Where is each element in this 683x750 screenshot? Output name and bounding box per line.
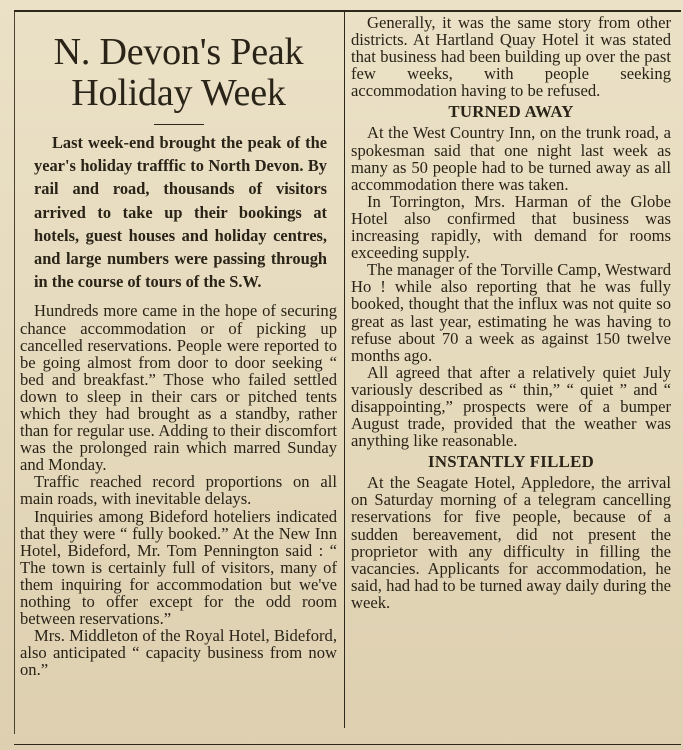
body-paragraph: At the Seagate Hotel, Appledore, the arrival on Saturday morning of a telegram cancelling reservations for five people, because of a sudden bereavement, did not present the proprietor with any difficulty in filling the vacancies. Applicants for accommodation, he said, had had to be turned away daily during the week.	[351, 473, 671, 612]
body-paragraph: Inquiries among Bideford hoteliers indicated that they were “ fully booked.” At the New Inn Hotel, Bideford, Mr. Tom Pennington said : “ The town is certainly full of visitors, many of them inquiring for accommodation but we've nothing to offer except for the odd room between reservations.”	[20, 506, 337, 629]
headline-rule	[154, 124, 204, 125]
subhead-instantly-filled: INSTANTLY FILLED	[428, 452, 594, 472]
headline	[20, 32, 337, 114]
body-paragraph: Traffic reached record proportions on all main roads, with inevitable delays.	[20, 472, 337, 509]
body-paragraph: At the West Country Inn, on the trunk road, a spokesman said that one night last week as many as 50 people had to be turned away as all accommodation there was taken.	[351, 123, 671, 194]
headline-line-1: N. Devon's Peak	[53, 31, 304, 73]
column-divider	[344, 12, 345, 728]
body-paragraph: In Torrington, Mrs. Harman of the Globe Hotel also confirmed that business was increasing rapidly, with demand for rooms exceeding supply.	[351, 191, 671, 263]
headline-line-2: Holiday Week	[71, 72, 286, 114]
left-edge-rule	[14, 12, 15, 734]
body-paragraph: All agreed that after a relatively quiet July variously described as “ thin,” “ quiet ” and “ disappointing,” prospects were of a bumper August trade, provided that the weather was anything like reasonable.	[351, 362, 671, 451]
body-paragraph: Generally, it was the same story from other districts. At Hartland Quay Hotel it was stated that business had been building up over the past few weeks, with people seeking accommodation having to be refused.	[351, 13, 671, 101]
bottom-rule	[14, 744, 681, 745]
lede-paragraph: Last week-end brought the peak of the year's holiday trafffic to North Devon. By rail and road, thousands of visitors arrived to take up their bookings at hotels, guest houses and holiday centres, and large numbers were passing through in the course of tours of the S.W.	[34, 133, 327, 292]
left-column	[20, 14, 337, 678]
subhead-turned-away: TURNED AWAY	[448, 102, 574, 122]
body-paragraph: The manager of the Torville Camp, Westward Ho ! while also reporting that he was fully booked, thought that the influx was not quite so great as last year, estimating he was having to refuse about 70 a week as against 150 twelve months ago.	[351, 260, 671, 365]
body-paragraph: Hundreds more came in the hope of securing chance accommodation or of picking up cancelled reservations. People were reported to be going almost from door to door seeking “ bed and breakfast.” Those who failed settled down to sleep in their cars or pitched tents which they had brought as a standby, rather than for regular use. Adding to their discomfort was the prolonged rain which marred Sunday and Monday.	[20, 301, 337, 475]
right-column	[351, 14, 671, 611]
top-rule	[14, 10, 681, 12]
body-paragraph: Mrs. Middleton of the Royal Hotel, Bideford, also anticipated “ capacity business from now on.”	[20, 626, 337, 680]
